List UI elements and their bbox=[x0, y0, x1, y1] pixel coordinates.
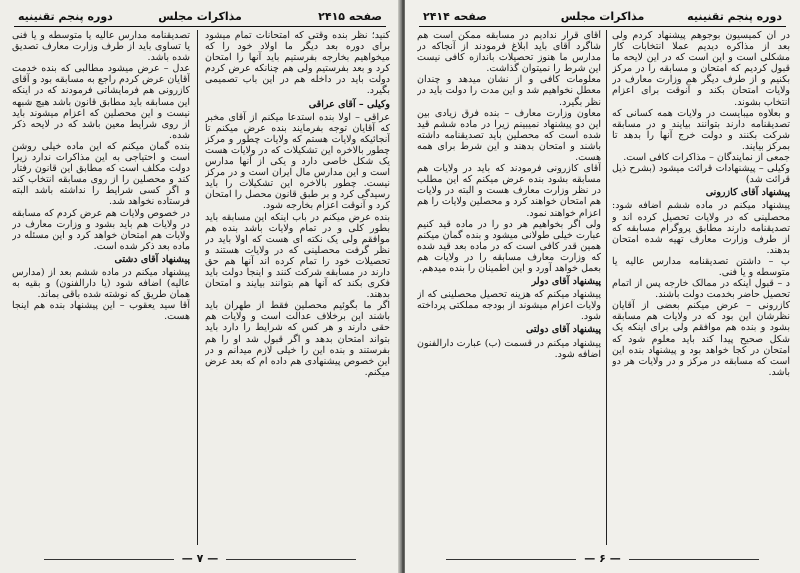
header-rule bbox=[419, 26, 786, 27]
text-column-right bbox=[205, 30, 390, 545]
page-number-label: صفحه ۲۴۱۴ bbox=[423, 10, 487, 23]
paragraph: د – قبول اینکه در ممالک خارجه پس از اتمام تحصیل حاضر بخدمت دولت باشند. bbox=[612, 278, 790, 301]
right-page bbox=[405, 0, 800, 573]
paragraph: معاون وزارت معارف – بنده فرق زیادی بین این دو پیشنهاد نمیبینم زیرا در ماده ششم قید شده است که محصلین باید تصدیقنامه داشته باشند و امتحان بدهند و این شرط برای همه هست. bbox=[417, 107, 601, 164]
page-header-title: مذاکرات مجلس bbox=[560, 10, 645, 23]
paragraph: آقا سید یعقوب – این پیشنهاد بنده هم اینجا هست. bbox=[12, 300, 190, 323]
paragraph: پیشنهاد میکنم که هزینه تحصیل محصلینی که از ولایات اعزام میشوند از بودجه مملکتی پرداخته شود. bbox=[417, 289, 601, 323]
paragraph: پیشنهاد میکنم در ماده ششم اضافه شود: محصلینی که در ولایات تحصیل کرده اند و تصدیقنامه دارند مطابق پروگرام مسابقه که از طرف وزارت معارف تهیه شده امتحان بدهند. bbox=[612, 200, 790, 256]
paragraph: در خصوص ولایات هم عرض کردم که مسابقه در ولایات هم باید بشود و وزارت معارف در ولایات هم امتحان خواهد کرد و این مسئله در ماده بعد ذکر شده است. bbox=[12, 207, 190, 252]
paragraph: عدل – عرض میشود مطالبی که بنده خدمت آقایان عرض کردم راجع به مسابقه بود و آقای کازرونی هم فرمایشاتی فرمودند که در اینکه این مسابقه باید مطابق قانون باشد هیچ شبهه نیست و این محصلین که اعزام میشوند باید از روی شرایط معین باشد که در لایحه ذکر شده. bbox=[12, 63, 190, 141]
header-rule bbox=[14, 26, 386, 27]
paragraph: کازرونی – عرض میکنم بعضی از آقایان نظرشان این بود که در ولایات هم مسابقه بشود و بنده هم موافقم ولی برای اینکه یک شکل صحیح پیدا کند باید معلوم شود که امتحان در کجا خواهد بود و پیشنهاد بنده این است که مسابقه در مرکز و در ولایات هر دو باشد. bbox=[612, 300, 790, 378]
paragraph: بنده گمان میکنم که این ماده خیلی روشن است و احتیاجی به این مذاکرات ندارد زیرا دولت مکلف است که مطابق این قانون رفتار کند و محصلین را از روی مسابقه انتخاب کند و اگر کسی شرایط را نداشته باشد البته فرستاده نخواهد شد. bbox=[12, 140, 190, 208]
paragraph: جمعی از نمایندگان – مذاکرات کافی است. bbox=[623, 152, 790, 164]
text-column-left bbox=[12, 30, 190, 545]
proposal-heading: پیشنهاد آقای کازرونی bbox=[705, 187, 790, 199]
page-header bbox=[419, 8, 786, 26]
text-column-left bbox=[417, 30, 601, 545]
page-header-title: مذاکرات مجلس bbox=[158, 10, 242, 23]
page-header bbox=[14, 8, 386, 26]
page-footer-number: — ۶ — bbox=[405, 552, 800, 565]
session-label: دوره پنجم تقنینیه bbox=[687, 10, 782, 23]
paragraph: ولی اگر بخواهیم هر دو را در ماده قید کنیم عبارت خیلی طولانی میشود و بنده گمان میکنم همین قدر کافی است که در ماده بعد قید شده که وزارت معارف مسابقه را در ولایات هم بعمل خواهد آورد و این اطمینان را بنده میدهم. bbox=[417, 218, 601, 274]
paragraph: اگر ما بگوئیم محصلین فقط از طهران باید باشند این برخلاف عدالت است و ولایات هم حقی دارند و هر کس که شرایط را دارد باید بتواند امتحان بدهد و اگر قبول شد او را هم بفرستند و بنده این را خیلی لازم میدانم و در این خصوص پیشنهادی هم داده ام که بعد عرض میکنم. bbox=[205, 300, 390, 378]
paragraph: پیشنهاد میکنم در قسمت (ب) عبارت دارالفنون اضافه شود. bbox=[417, 337, 601, 360]
paragraph: تصدیقنامه مدارس عالیه یا متوسطه و یا فنی یا تساوی باید از طرف وزارت معارف تصدیق شده باشد. bbox=[12, 30, 190, 64]
column-divider bbox=[606, 30, 607, 545]
paragraph: کنید؛ نظر بنده وقتی که امتحانات تمام میشود برای دوره بعد دیگر ما اولاد خود را که میخواهیم بخارجه بفرستیم باید آنها را امتحان کرد و بعد بفرستیم ولی هم چنانکه عرض کردم دولت باید در داخله هم در این باب تصمیمی بگیرد. bbox=[205, 30, 390, 97]
paragraph: آقای کازرونی فرمودند که باید در ولایات هم مسابقه بشود بنده عرض میکنم که این مطلب در نظر وزارت معارف هست و البته در ولایات هم امتحان خواهند کرد و محصلین ولایات را هم اعزام خواهند نمود. bbox=[417, 163, 601, 219]
paragraph: ب – داشتن تصدیقنامه مدارس عالیه یا متوسطه و یا فنی. bbox=[612, 255, 790, 278]
page-number-label: صفحه ۲۴۱۵ bbox=[318, 10, 382, 23]
text-column-right bbox=[612, 30, 790, 545]
proposal-heading: پیشنهاد آقای دولر bbox=[531, 276, 601, 288]
paragraph: وکیلی – پیشنهادات قرائت میشود (بشرح ذیل قرائت شد) bbox=[612, 163, 790, 186]
paragraph: در آن کمیسیون بوجوهم پیشنهاد کردم ولی بعد از مذاکره دیدیم عملا انتخابات کار مشکلی است و این است که در این لایحه ما قبول کردیم که امتحان و مسابقه را در مرکز بکنیم و از طرف دیگر هم وزارت معارف در ولایات امتحان بکند و آنوقت برای اعزام انتخاب بشوند. bbox=[612, 30, 790, 108]
paragraph: معلومات کافی و از نشان میدهد و چندان معطل نخواهیم شد و این مدت را دولت باید در نظر بگیرد. bbox=[417, 74, 601, 108]
paragraph: و بعلاوه میبایست در ولایات همه کسانی که تصدیقنامه دارند بتوانند بیایند و در مسابقه شرکت بکنند و دولت خرج آنها را بدهد تا بمرکز بیایند. bbox=[612, 107, 790, 152]
proposal-heading: پیشنهاد آقای دولتی bbox=[526, 324, 601, 336]
speaker-heading: وکیلی – آقای عراقی bbox=[308, 98, 390, 110]
paragraph: بنده عرض میکنم در باب اینکه این مسابقه باید بطور کلی و در تمام ولایات باشد بنده هم موافقم ولی یک نکته ای هست که اولا باید در نظر گرفت محصلینی که در ولایات هستند و تحصیلات خود را تمام کرده اند آنها هم حق دارند در مسابقه شرکت کنند و اینجا دولت باید فکری بکند که آنها هم بتوانند بیایند و امتحان بدهند. bbox=[205, 211, 390, 301]
proposal-heading: پیشنهاد آقای دشتی bbox=[114, 253, 190, 265]
paragraph: آقای قرار ندادیم در مسابقه ممکن است هم شاگرد آقای باید ابلاغ فرمودند از آنجاکه در مدارس ما هنوز تحصیلات باندازه کافی نیست این شرط را نمیتوان گذاشت. bbox=[417, 30, 601, 75]
paragraph: عراقی – اولا بنده استدعا میکنم از آقای مخبر که آقایان توجه بفرمایند بنده عرض میکنم تا آنجائیکه ولایات هستم که ولایات چطور و مرکز چطور بالاخره این تشکیلات که در ولایات هست یک شکل خاصی دارد و یکی از آنها مدارس است و این مدارس مال ایران است و در مرکز نیست. چطور بالاخره این تشکیلات را باید رسیدگی کرد و بر طبق قانون محصل را امتحان کرد و آنوقت اعزام بخارجه شود. bbox=[205, 111, 390, 212]
session-label: دوره پنجم تقنینیه bbox=[18, 10, 113, 23]
column-divider bbox=[197, 30, 198, 545]
paragraph: پیشنهاد میکنم در ماده ششم بعد از (مدارس عالیه) اضافه شود (یا دارالفنون) و بقیه به همان طریق که نوشته شده باقی بماند. bbox=[12, 266, 190, 301]
page-footer-number: — ۷ — bbox=[0, 552, 400, 565]
